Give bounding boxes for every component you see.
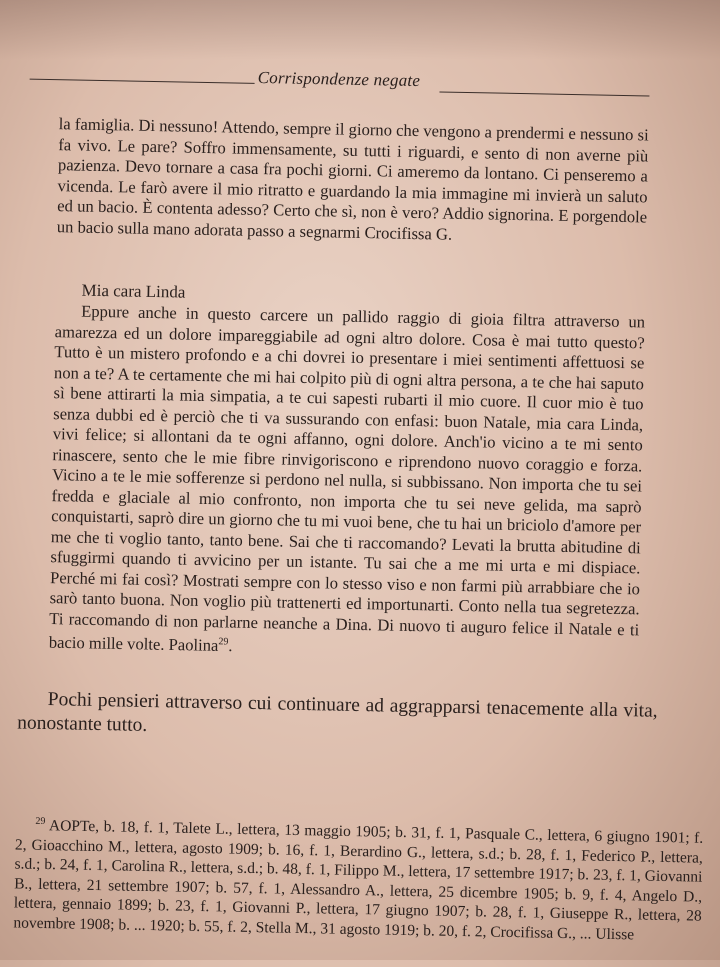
- footnote: [13, 811, 703, 945]
- letter-paolina-body: Eppure anche in questo carcere un pallido raggio di gioia filtra attraverso un amarezza ed un dolore impareggiabile ad ogni altro dolore. Cosa è mai tutto questo? Tutto è un mistero profondo e a chi dovrei io presentare i miei sentimenti affettuosi se non a te? A te certamente che mi hai colpito più di ogni altra persona, a te che hai saputo sì bene attirarti la mia simpatia, a te cui sapesti rubarti il mio cuore. Il cuor mio è tuo senza dubbi ed è perciò che ti va sussurando con enfasi: buon Natale, mia cara Linda, vivi felice; si allontani da te ogni affanno, ogni dolore. Anch'io vicino a te mi sento rinascere, sento che le mie fibre rinvigoriscono e riprendono nuovo coraggio e forza. Vicino a te le mie sofferenze si perdono nel nulla, si subbissano. Non importa che tu sei fredda e glaciale al mio confronto, non importa che tu sei neve gelida, ma saprò conquistarti, saprò dire un giorno che tu mi vuoi bene, che tu hai un briciolo d'amore per me che ti voglio tanto, tanto bene. Sai che ti raccomando? Levati la brutta abitudine di sfuggirmi quando ti avvicino per un istante. Tu sai che a me mi urta e mi dispiace. Perché mi fai così? Mostrati sempre con lo stesso viso e non farmi più arrabbiare che io sarò tanto buona. Non voglio più trattenerti ed importunarti. Conto nella tua segretezza. Ti raccomando di non parlarne neanche a Dina. Di nuovo ti auguro felice il Natale e ti bacio mille volte. Paolina$^{29}$.: [48, 301, 646, 656]
- header-rule-left: [30, 79, 255, 84]
- closing-paragraph: [17, 687, 658, 747]
- footnote-text: AOPTe, b. 18, f. 1, Talete L., lettera, 13 maggio 1905; b. 31, f. 1, Pasquale C., lettera, 6 giugno 1901; f. 2, Gioacchino M., lettera, agosto 1909; b. 16, f. 1, Berardino G., lettera, s.d.; b. 28, f. 1, Federico P., lettera, s.d.; b. 24, f. 1, Carolina R., lettera, s.d.; b. 48, f. 1, Filippo M., lettera, 17 settembre 1917; b. 23, f. 1, Giovanni B., lettera, 21 settembre 1907; b. 57, f. 1, Alessandro A., lettera, 25 dicembre 1905; b. 9, f. 4, Angelo D., lettera, gennaio 1899; b. 23, f. 1, Giovanni P., lettera, 17 giugno 1907; b. 28, f. 1, Giuseppe R., lettera, 28 novembre 1908; b. ... 1920; b. 55, f. 2, Stella M., 31 agosto 1919; b. 20, f. 2, Crocifissa G., ... Ulisse: [13, 817, 704, 944]
- letter-paolina: [49, 301, 646, 664]
- footnote-reference: 29: [218, 636, 229, 648]
- running-header: [29, 64, 649, 106]
- closing-text: Pochi pensieri attraverso cui continuare ad aggrapparsi tenacemente alla vita, nonostante tutto.: [17, 689, 658, 736]
- letter-crocifissa-text: la famiglia. Di nessuno! Attendo, sempre il giorno che vengono a prendermi e nessuno si fa vivo. Le pare? Soffro immensamente, su tutti i riguardi, e sento di non averne più pazienza. Devo tornare a casa fra pochi giorni. Ci ameremo da lontano. Ci penseremo a vicenda. Le farò avere il mio ritratto e guardando la mia immagine mi invierà un saluto ed un bacio. È contenta adesso? Certo che sì, non è vero? Addio signorina. E porgendole un bacio sulla mano adorata passo a segnarmi Crocifissa G.: [56, 114, 649, 244]
- letter-paolina-greeting: Mia cara Linda: [81, 280, 186, 302]
- footnote-body: [13, 811, 703, 945]
- running-title: Corrispondenze negate: [257, 67, 421, 91]
- letter-crocifissa: [57, 114, 649, 248]
- letter-paolina-text: Eppure anche in questo carcere un pallido raggio di gioia filtra attraverso un amarezza ed un dolore impareggiabile ad ogni altro dolore. Cosa è mai tutto questo? Tutto è un mistero profondo e a chi dovrei io presentare i miei sentimenti affettuosi se non a te? A te certamente che mi hai colpito più di ogni altra persona, a te che hai saputo sì bene attirarti la mia simpatia, a te cui sapesti rubarti il mio cuore. Il cuor mio è tuo senza dubbi ed è perciò che ti va sussurando con enfasi: buon Natale, mia cara Linda, vivi felice; si allontani da te ogni affanno, ogni dolore. Anch'io vicino a te mi sento rinascere, sento che le mie fibre rinvigoriscono e riprendono nuovo coraggio e forza. Vicino a te le mie sofferenze si perdono nel nulla, si subbissano. Non importa che tu sei fredda e glaciale al mio confronto, non importa che tu sei neve gelida, ma saprò conquistarti, saprò dire un giorno che tu mi vuoi bene, che tu hai un briciolo d'amore per me che ti voglio tanto, tanto bene. Sai che ti raccomando? Levati la brutta abitudine di sfuggirmi quando ti avvicino per un istante. Tu sai che a me mi urta e mi dispiace. Perché mi fai così? Mostrati sempre con lo stesso viso e non farmi più arrabbiare che io sarò tanto buona. Non voglio più trattenerti ed importunarti. Conto nella tua segretezza. Ti raccomando di non parlarne neanche a Dina. Di nuovo ti auguro felice il Natale e ti bacio mille volte. Paolina: [48, 301, 646, 655]
- footnote-number: 29: [35, 815, 46, 828]
- header-rule-right: [439, 91, 649, 96]
